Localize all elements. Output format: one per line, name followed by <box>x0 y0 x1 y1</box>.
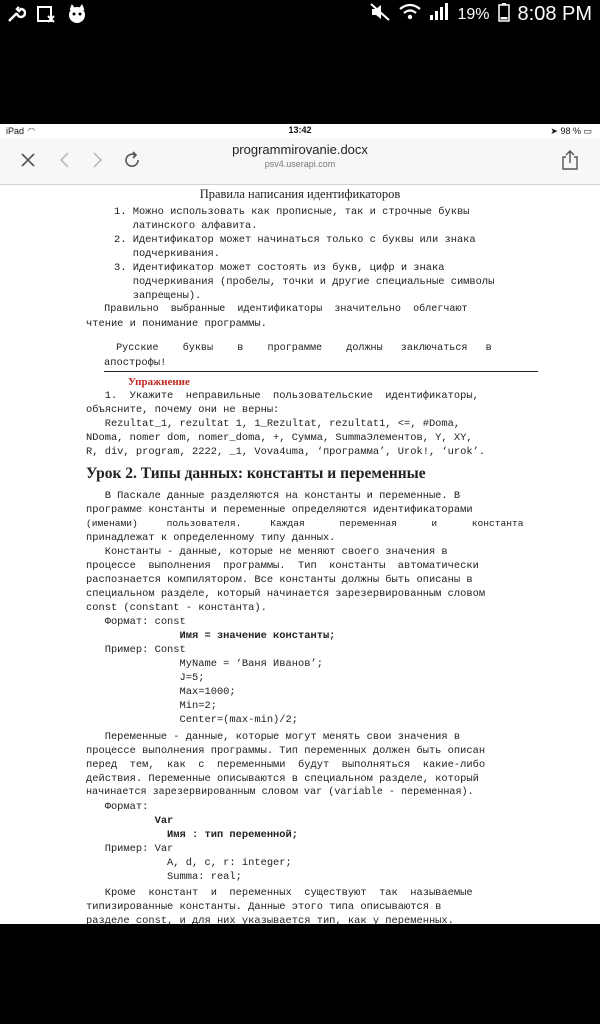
rule-line: 1. Можно использовать как прописные, так и строчные буквы <box>114 206 470 218</box>
intro-line: принадлежат к определенному типу данных. <box>86 532 336 544</box>
var-code-line: Имя : тип переменной; <box>86 829 299 841</box>
typed-line: Кроме констант и переменных существуют так называемые <box>86 887 473 899</box>
code-line: Min=2; <box>86 700 217 712</box>
ios-battery <box>550 126 592 137</box>
var-line: Переменные - данные, которые могут менять свои значения в <box>86 731 461 743</box>
var-line: действия. Переменные описываются в специальном разделе, который <box>86 773 479 785</box>
exercise-label: Упражнение <box>128 376 190 388</box>
var-line: процессе выполнения программы. Тип переменных должен быть описан <box>86 745 486 757</box>
wifi-icon <box>399 3 421 26</box>
rule-line: подчеркивания (пробелы, точки и другие специальные символы <box>114 276 495 288</box>
document-url: psv4.userapi.com <box>264 159 336 169</box>
code-line: J=5; <box>86 672 205 684</box>
rule-line: запрещены). <box>114 290 202 302</box>
const-line: Константы - данные, которые не меняют своего значения в <box>86 546 448 558</box>
ios-battery-text: 98 % <box>560 126 581 136</box>
battery-text: 19% <box>457 5 490 23</box>
const-line: const (constant - константа). <box>86 602 267 614</box>
ios-device-label: iPad <box>6 126 25 136</box>
document-title: programmirovanie.docx <box>232 142 368 157</box>
ios-wifi-icon: ◠ <box>28 126 35 135</box>
location-icon: ➤ <box>550 126 558 136</box>
section-heading: Правила написания идентификаторов <box>199 187 401 201</box>
intro-line: программе константы и переменные определяются идентификаторами <box>86 504 473 516</box>
ios-status-bar <box>0 124 600 138</box>
var-code-line: A, d, c, r: integer; <box>86 857 292 869</box>
var-line: начинается зарезервированным словом var (variable - переменная). <box>86 787 474 798</box>
paragraph-line: чтение и понимание программы. <box>86 318 267 330</box>
lesson-title: Урок 2. Типы данных: константы и переменные <box>86 465 426 482</box>
share-button[interactable] <box>556 146 584 174</box>
var-code-line: Var <box>86 815 174 827</box>
const-line: распознается компилятором. Все константы должны быть описаны в <box>86 574 473 586</box>
code-line: Формат: const <box>86 616 186 628</box>
typed-line: типизированные константы. Данные этого типа описываются в <box>86 901 442 913</box>
var-line: перед тем, как с переменными будут выполняться какие-либо <box>86 759 486 771</box>
code-line: Пример: Const <box>86 644 186 656</box>
clock-text: 8:08 PM <box>517 3 592 25</box>
exercise-line: Rezultat_1, rezultat 1, 1_Rezultat, rezultat1, <=, #Doma, <box>86 418 461 430</box>
signal-icon <box>429 3 449 26</box>
rule-line: подчеркивания. <box>114 248 221 260</box>
typed-line: разделе const, и для них указывается тип, как у переменных. <box>86 915 454 924</box>
code-line: Max=1000; <box>86 686 236 698</box>
code-line: MyName = ‘Ваня Иванов’; <box>86 658 323 670</box>
const-line: специальном разделе, который начинается зарезервированным словом <box>86 588 486 600</box>
image-blocked-icon <box>36 4 56 29</box>
android-status-bar <box>0 0 600 28</box>
note-underline <box>104 371 538 372</box>
rule-line: 2. Идентификатор может начинаться только с буквы или знака <box>114 234 476 246</box>
exercise-line: 1. Укажите неправильные пользовательские идентификаторы, <box>86 390 479 402</box>
rule-line: латинского алфавита. <box>114 220 258 232</box>
var-code-line: Формат: <box>86 801 149 813</box>
document-page <box>0 184 600 924</box>
note-line: Русские буквы в программе должны заключаться в <box>104 343 492 354</box>
ios-battery-icon: ▭ <box>583 126 592 136</box>
var-code-line: Пример: Var <box>86 843 174 855</box>
exercise-line: NDoma, nomer dom, nomer_doma, +, Сумма, SummaЭлементов, Y, XY, <box>86 432 473 444</box>
exercise-line: объясните, почему они не верны: <box>86 404 280 416</box>
battery-icon <box>498 2 510 27</box>
browser-toolbar <box>0 138 600 185</box>
wrench-icon <box>6 4 26 29</box>
var-code-line: Summa: real; <box>86 871 242 883</box>
intro-line: В Паскале данные разделяются на константы и переменные. В <box>86 490 461 502</box>
mute-icon <box>369 2 391 27</box>
code-line: Имя = значение константы; <box>86 630 336 642</box>
share-icon <box>561 149 579 171</box>
rule-line: 3. Идентификатор может состоять из букв, цифр и знака <box>114 262 445 274</box>
const-line: процессе выполнения программы. Тип константы автоматически <box>86 560 479 572</box>
cat-app-icon <box>66 3 88 30</box>
ios-time: 13:42 <box>288 125 312 135</box>
code-line: Center=(max-min)/2; <box>86 714 299 726</box>
intro-line: (именами) пользователя. Каждая переменная и константа <box>86 518 524 529</box>
ipad-screenshot <box>0 124 600 924</box>
document-title-area <box>0 142 600 169</box>
exercise-line: R, div, program, 2222, _1, Vova4uma, ‘программа’, Urok!, ‘urok’. <box>86 446 486 458</box>
note-line: апострофы! <box>104 357 167 369</box>
paragraph-line: Правильно выбранные идентификаторы значительно облегчают <box>86 304 468 315</box>
